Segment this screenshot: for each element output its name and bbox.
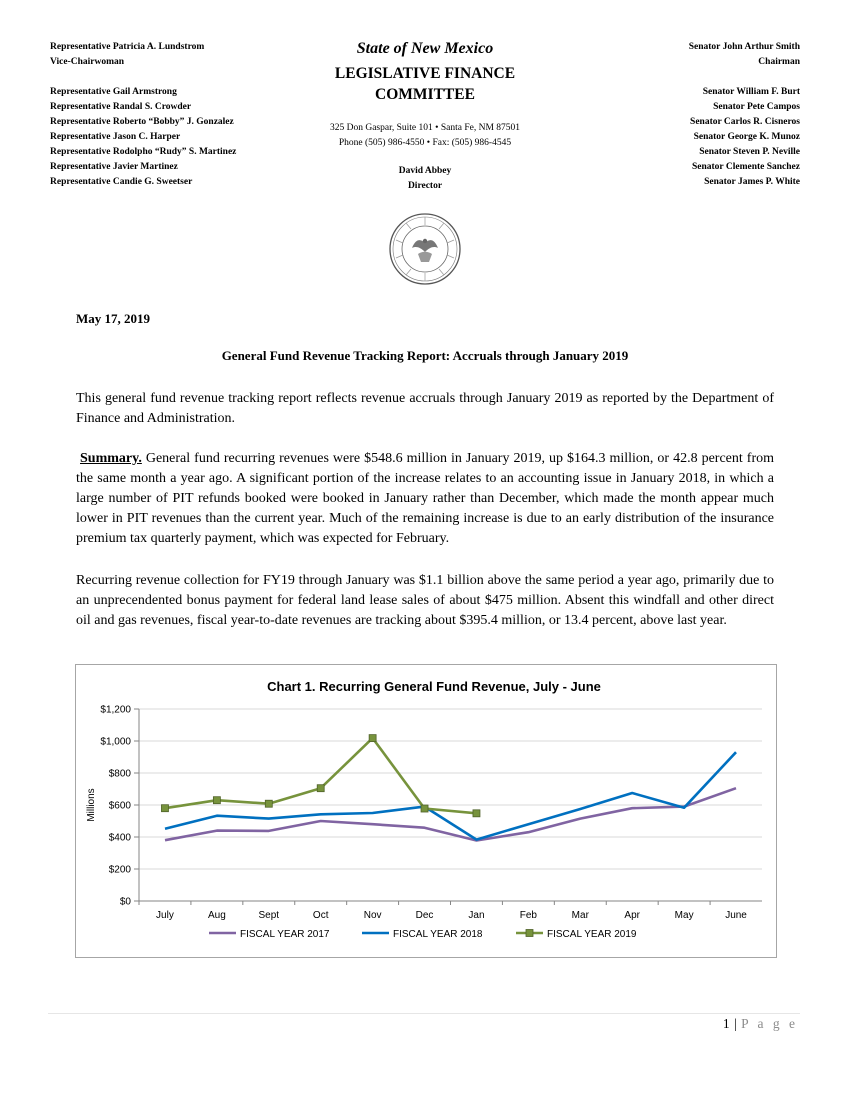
house-member-1: Vice-Chairwoman [50, 57, 125, 67]
x-tick-label-10: May [674, 910, 694, 921]
y-tick-label-2: $400 [108, 832, 131, 844]
y-tick-label-1: $200 [108, 864, 131, 876]
senate-member-7: Senator Steven P. Neville [699, 147, 800, 157]
house-member-9: Representative Candie G. Sweetser [50, 177, 193, 187]
senate-member-6: Senator George K. Munoz [693, 132, 800, 142]
senate-members-list [689, 40, 800, 190]
page-word: P a g e [741, 1016, 798, 1031]
committee-address [300, 121, 550, 151]
summary-text: General fund recurring revenues were $548.6 million in January 2019, up $164.3 million, or 42.8 percent from the same month a year ago. A significant portion of the increase relates to an accounting issue in January 2018, in which a large number of PIT refunds booked were booked in January rather than December, which made the month appear much lower in PIT revenues than the current year. Much of the remaining increase is due to an early distribution of the insurance premium tax quarterly payment, which was expected for February. [76, 451, 775, 546]
report-title: General Fund Revenue Tracking Report: Accruals through January 2019 [221, 348, 629, 363]
ytd-paragraph: Recurring revenue collection for FY19 through January was $1.1 billion above the same period a year ago, primarily due to an unprecendented bonus payment for federal land lease sales of about $475 million. Absent this windfall and other direct oil and gas revenues, fiscal year-to-date revenues are tracking about $395.4 million, or 13.4 percent, above last year. [76, 573, 774, 628]
x-tick-label-1: Aug [207, 910, 226, 921]
report-date: May 17, 2019 [76, 311, 151, 326]
director-name: David Abbey [398, 166, 452, 176]
senate-member-1: Chairman [758, 57, 800, 67]
senate-member-3: Senator William F. Burt [702, 87, 800, 97]
committee-line-2: COMMITTEE [375, 86, 475, 103]
legend-label-0: FISCAL YEAR 2017 [240, 929, 330, 940]
series-line-0 [165, 788, 736, 840]
house-member-4: Representative Randal S. Crowder [50, 102, 192, 112]
state-seal-icon [388, 212, 462, 286]
house-member-8: Representative Javier Martinez [50, 162, 178, 172]
director-block [300, 164, 550, 194]
y-axis-label: Millions [86, 788, 97, 822]
x-tick-label-5: Dec [415, 910, 434, 921]
house-member-6: Representative Jason C. Harper [50, 132, 181, 142]
x-tick-label-11: June [725, 910, 747, 921]
house-member-7: Representative Rodolpho “Rudy” S. Martinez [50, 147, 237, 157]
senate-member-8: Senator Clemente Sanchez [691, 162, 800, 172]
x-tick-label-6: Jan [468, 910, 485, 921]
series-2-point-0 [161, 805, 168, 812]
summary-label: Summary. [80, 451, 142, 466]
chart-title: Chart 1. Recurring General Fund Revenue, July - June [267, 679, 601, 694]
footer-divider [48, 1013, 800, 1014]
series-2-point-1 [213, 797, 220, 804]
senate-member-2 [689, 70, 800, 85]
committee-line-1: LEGISLATIVE FINANCE [334, 65, 516, 82]
series-2-point-6 [473, 810, 480, 817]
senate-member-4: Senator Pete Campos [713, 102, 800, 112]
house-members-list [50, 40, 236, 190]
x-tick-label-7: Feb [519, 910, 537, 921]
page-footer [723, 1016, 798, 1032]
senate-member-0: Senator John Arthur Smith [688, 42, 800, 52]
x-tick-label-8: Mar [571, 910, 589, 921]
intro-paragraph: This general fund revenue tracking report reflects revenue accruals through January 2019 as reported by the Department of Finance and Administration. [76, 391, 774, 426]
y-tick-label-4: $800 [108, 768, 131, 780]
x-tick-label-0: July [156, 910, 174, 921]
house-member-2 [50, 70, 236, 85]
x-tick-label-2: Sept [258, 910, 280, 921]
series-line-1 [165, 752, 736, 839]
series-2-point-3 [317, 785, 324, 792]
legend-label-1: FISCAL YEAR 2018 [393, 929, 483, 940]
series-2-point-5 [421, 805, 428, 812]
x-tick-label-9: Apr [624, 910, 640, 921]
series-2-point-4 [369, 735, 376, 742]
legend-marker-2 [526, 930, 533, 937]
revenue-chart [76, 665, 776, 957]
y-tick-label-5: $1,000 [100, 736, 131, 748]
revenue-chart-frame [75, 664, 777, 958]
x-tick-label-3: Oct [312, 910, 329, 921]
house-member-3: Representative Gail Armstrong [50, 87, 177, 97]
senate-member-5: Senator Carlos R. Cisneros [690, 117, 800, 127]
director-title: Director [407, 181, 443, 191]
y-tick-label-3: $600 [108, 800, 131, 812]
phone-fax: Phone (505) 986-4550 • Fax: (505) 986-4545 [338, 138, 512, 148]
house-member-5: Representative Roberto “Bobby” J. Gonzalez [50, 117, 234, 127]
legend-label-2: FISCAL YEAR 2019 [547, 929, 637, 940]
series-line-2 [165, 738, 477, 813]
series-2-point-2 [265, 800, 272, 807]
street-address: 325 Don Gaspar, Suite 101 • Santa Fe, NM 87501 [329, 123, 521, 133]
page-number: 1 [722, 1016, 731, 1031]
senate-member-9: Senator James P. White [704, 177, 800, 187]
summary-paragraph [76, 449, 774, 549]
state-name: State of New Mexico [356, 40, 494, 57]
y-tick-label-6: $1,200 [100, 704, 131, 716]
committee-name [300, 63, 550, 105]
y-tick-label-0: $0 [119, 896, 131, 908]
page-separator: | [730, 1016, 742, 1031]
house-member-0: Representative Patricia A. Lundstrom [50, 42, 205, 52]
x-tick-label-4: Nov [363, 910, 382, 921]
